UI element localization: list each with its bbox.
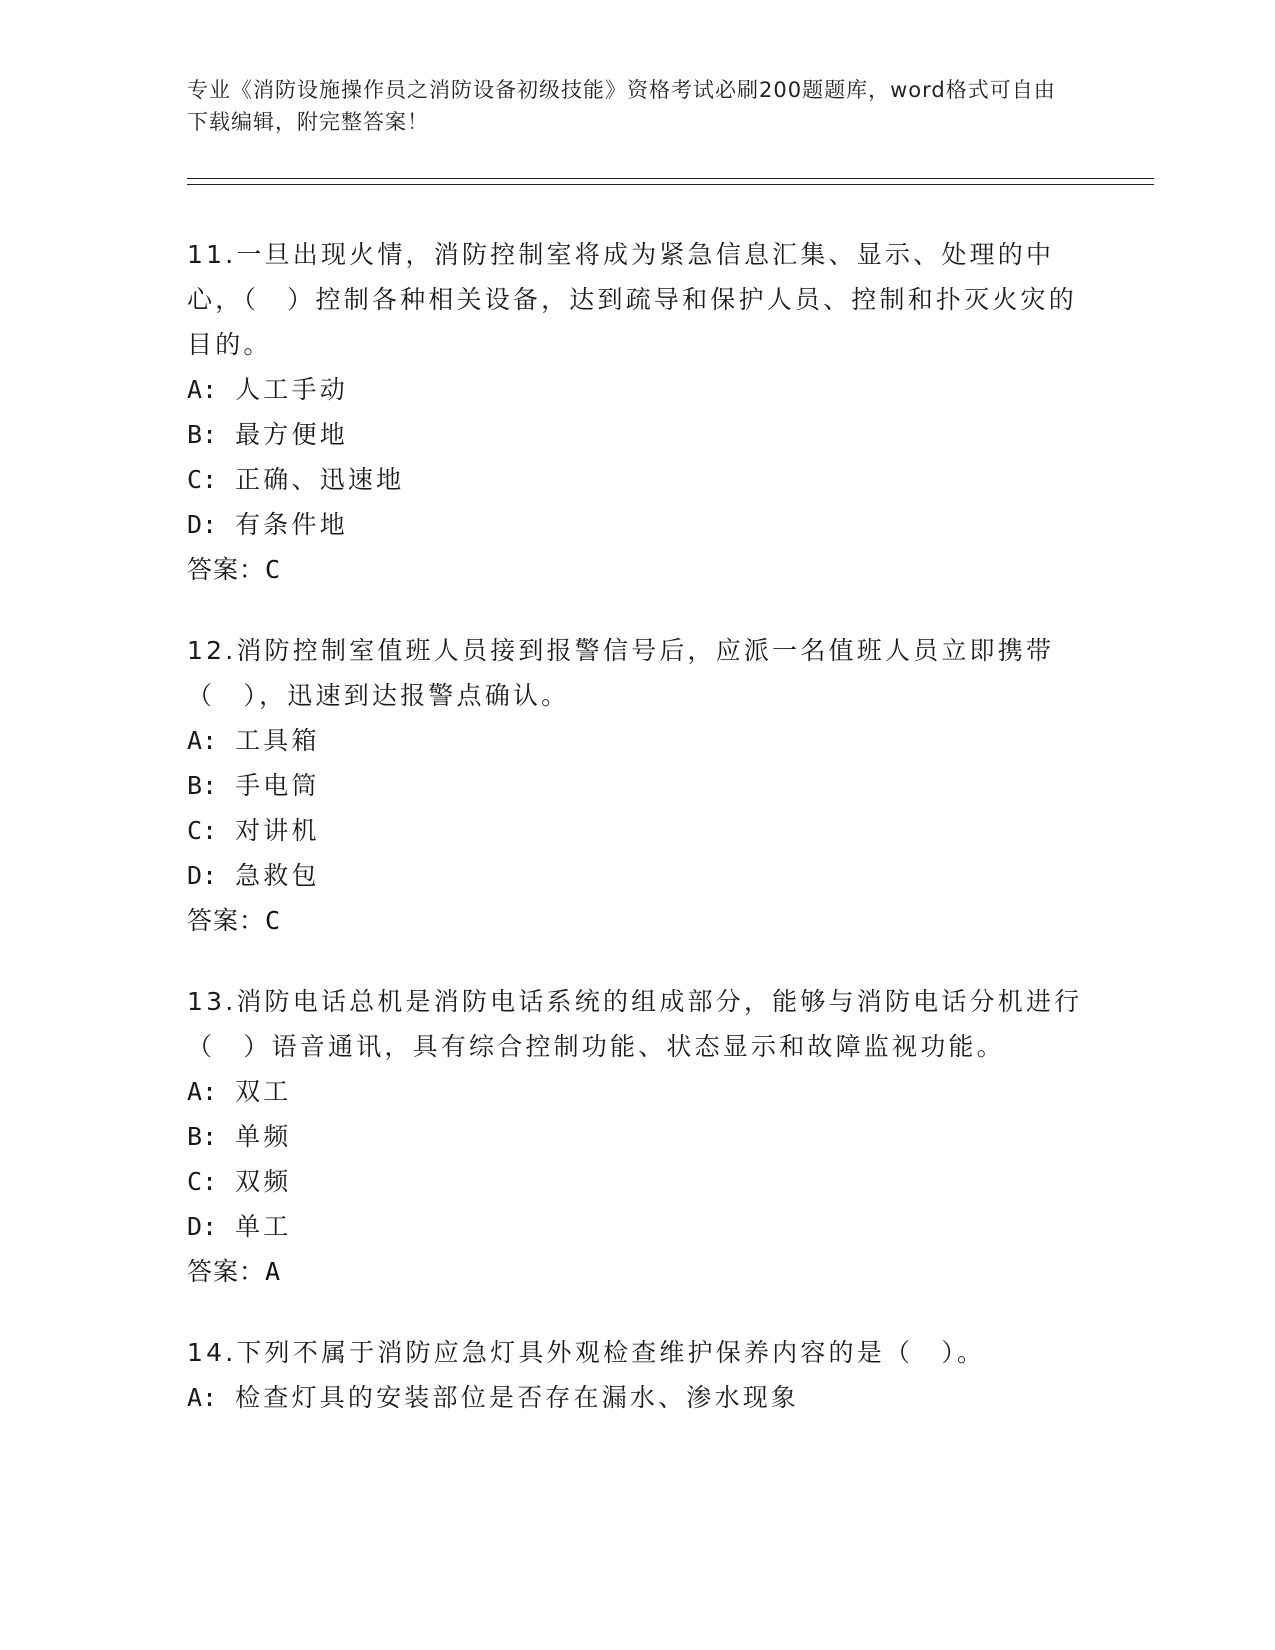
answer-value: C — [265, 555, 282, 584]
option-letter: B: — [187, 420, 218, 449]
question-14 — [187, 1330, 1087, 1420]
option-a — [187, 1375, 1087, 1420]
option-text: 手电筒 — [235, 771, 320, 800]
option-letter: C: — [187, 1167, 218, 1196]
option-text: 工具箱 — [235, 726, 320, 755]
answer-line — [187, 547, 1087, 592]
question-list — [187, 232, 1087, 1456]
option-letter: C: — [187, 816, 218, 845]
option-text: 人工手动 — [235, 375, 348, 404]
question-text: 12.消防控制室值班人员接到报警信号后，应派一名值班人员立即携带（ ），迅速到达报警点确认。 — [187, 636, 1055, 710]
answer-label: 答案： — [187, 555, 266, 584]
question-text: 11.一旦出现火情，消防控制室将成为紧急信息汇集、显示、处理的中心，（ ）控制各种相关设备，达到疏导和保护人员、控制和扑灭火灾的目的。 — [187, 240, 1077, 359]
answer-value: C — [265, 906, 282, 935]
option-d — [187, 502, 1087, 547]
option-b — [187, 763, 1087, 808]
option-a — [187, 367, 1087, 412]
option-d — [187, 1204, 1087, 1249]
option-c — [187, 457, 1087, 502]
option-letter: B: — [187, 771, 218, 800]
header-divider-top — [187, 178, 1154, 179]
option-a — [187, 1069, 1087, 1114]
option-text: 检查灯具的安装部位是否存在漏水、渗水现象 — [235, 1383, 800, 1412]
option-text: 对讲机 — [235, 816, 320, 845]
document-header: 专业《消防设施操作员之消防设备初级技能》资格考试必刷200题题库，word格式可自由下载编辑，附完整答案！ — [187, 78, 1056, 134]
option-letter: A: — [187, 726, 218, 755]
question-12 — [187, 628, 1087, 943]
option-letter: C: — [187, 465, 218, 494]
option-text: 正确、迅速地 — [235, 465, 405, 494]
option-text: 急救包 — [235, 861, 320, 890]
option-letter: B: — [187, 1122, 218, 1151]
option-text: 单工 — [235, 1212, 292, 1241]
option-letter: A: — [187, 1383, 218, 1412]
question-11 — [187, 232, 1087, 592]
option-letter: D: — [187, 510, 218, 539]
header-divider-bottom — [187, 184, 1154, 185]
option-letter: A: — [187, 375, 218, 404]
option-letter: D: — [187, 1212, 218, 1241]
option-b — [187, 1114, 1087, 1159]
answer-line — [187, 1249, 1087, 1294]
answer-value: A — [265, 1257, 282, 1286]
answer-label: 答案： — [187, 906, 266, 935]
option-text: 双工 — [235, 1077, 292, 1106]
answer-line — [187, 898, 1087, 943]
option-letter: A: — [187, 1077, 218, 1106]
option-b — [187, 412, 1087, 457]
question-text: 13.消防电话总机是消防电话系统的组成部分，能够与消防电话分机进行（ ）语音通讯，具有综合控制功能、状态显示和故障监视功能。 — [187, 987, 1083, 1061]
option-text: 双频 — [235, 1167, 292, 1196]
option-text: 有条件地 — [235, 510, 348, 539]
option-d — [187, 853, 1087, 898]
question-text: 14.下列不属于消防应急灯具外观检查维护保养内容的是（ ）。 — [187, 1338, 986, 1367]
question-13 — [187, 979, 1087, 1294]
option-text: 单频 — [235, 1122, 292, 1151]
option-letter: D: — [187, 861, 218, 890]
option-c — [187, 808, 1087, 853]
option-text: 最方便地 — [235, 420, 348, 449]
option-c — [187, 1159, 1087, 1204]
answer-label: 答案： — [187, 1257, 266, 1286]
option-a — [187, 718, 1087, 763]
